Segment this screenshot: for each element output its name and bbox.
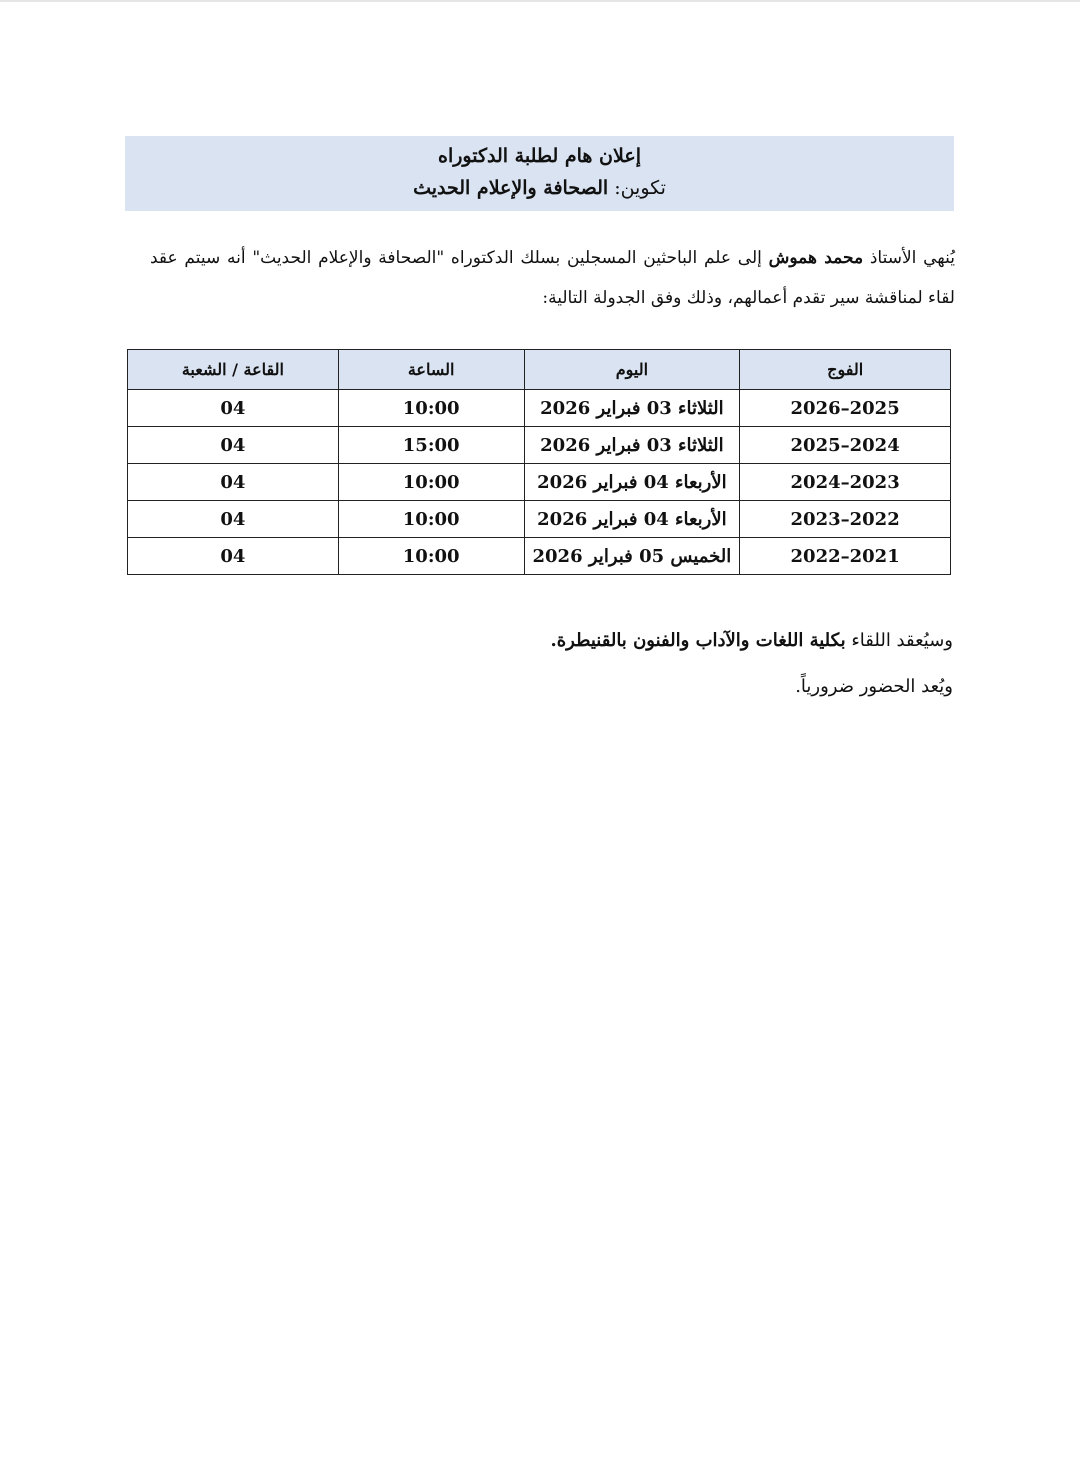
table-row [128,390,951,427]
cell-time: 10:00 [338,501,524,538]
table-row [128,538,951,575]
cell-day: الثلاثاء 03 فبراير 2026 [524,390,740,427]
cell-cohort: 2022–2023 [740,501,951,538]
venue-line [150,618,953,664]
table-header-row [128,350,951,390]
intro-part1: يُنهي الأستاذ [869,248,956,268]
professor-name: محمد هموش [768,248,864,268]
cell-room: 04 [128,427,339,464]
header-room: القاعة / الشعبة [128,350,339,390]
cell-day: الأربعاء 04 فبراير 2026 [524,464,740,501]
cell-cohort: 2024–2025 [740,427,951,464]
header-day: اليوم [524,350,740,390]
cell-room: 04 [128,501,339,538]
venue-place: بكلية اللغات والآداب والفنون بالقنيطرة. [550,630,846,651]
header-time: الساعة [338,350,524,390]
program-name: الصحافة والإعلام الحديث [413,177,609,199]
cell-day: الثلاثاء 03 فبراير 2026 [524,427,740,464]
footer-notes [150,618,953,710]
cell-cohort: 2023–2024 [740,464,951,501]
intro-part2: إلى علم الباحثين المسجلين بسلك الدكتوراه "الصحافة والإعلام الحديث" أنه سيتم عقد لقاء لمناقشة سير تقدم أعمالهم، وذلك وفق الجدولة التالية: [150,248,955,308]
venue-prefix: وسيُعقد اللقاء [851,630,953,651]
cell-time: 10:00 [338,390,524,427]
cell-room: 04 [128,538,339,575]
cell-day: الأربعاء 04 فبراير 2026 [524,501,740,538]
cell-room: 04 [128,464,339,501]
cell-room: 04 [128,390,339,427]
announcement-title: إعلان هام لطلبة الدكتوراه [438,145,641,167]
cell-day: الخميس 05 فبراير 2026 [524,538,740,575]
schedule-table [127,349,951,575]
cell-time: 15:00 [338,427,524,464]
cell-time: 10:00 [338,538,524,575]
program-subtitle [125,172,954,204]
top-border-line [0,0,1080,2]
cell-time: 10:00 [338,464,524,501]
table-row [128,464,951,501]
announcement-header [125,136,954,211]
program-label: تكوين: [614,177,666,199]
cell-cohort: 2021–2022 [740,538,951,575]
intro-paragraph [150,238,955,318]
header-cohort: الفوج [740,350,951,390]
table-row [128,501,951,538]
cell-cohort: 2025–2026 [740,390,951,427]
table-row [128,427,951,464]
attendance-line: ويُعد الحضور ضرورياً. [795,676,953,697]
